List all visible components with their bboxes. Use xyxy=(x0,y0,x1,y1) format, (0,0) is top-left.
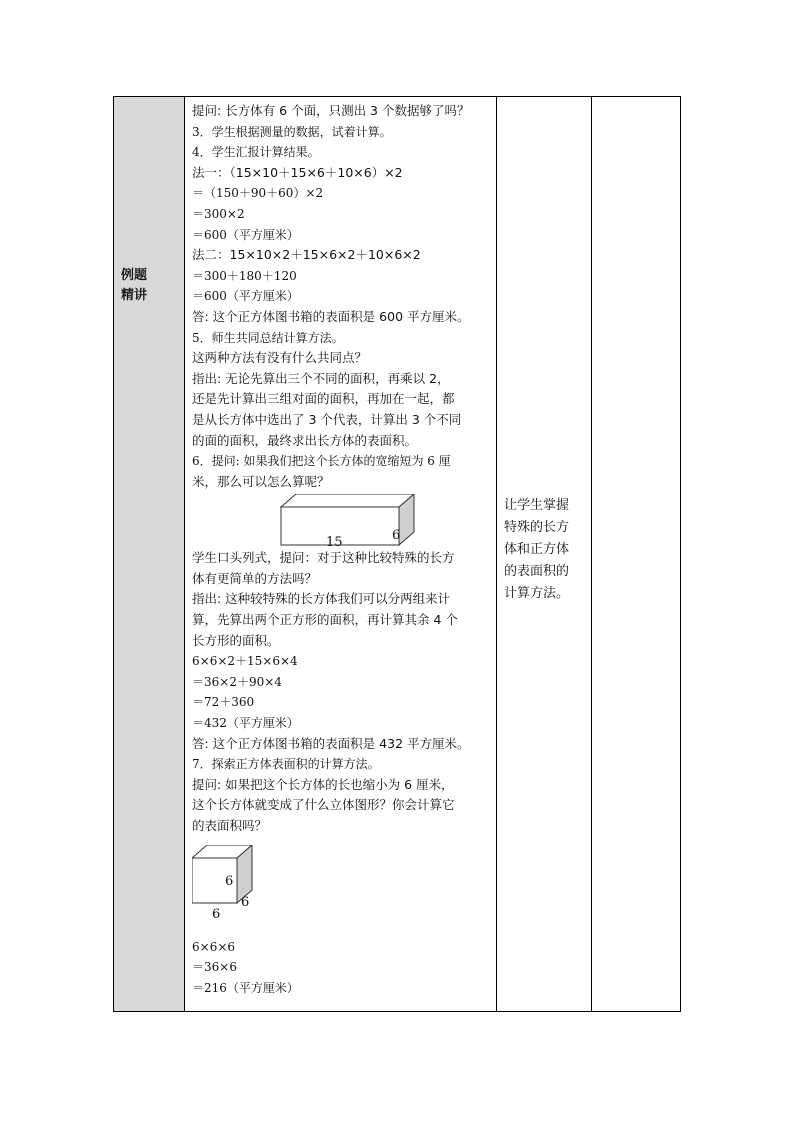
design-intent-line: 特殊的长方 xyxy=(504,520,570,535)
content-block-c xyxy=(192,937,494,999)
cuboid-width-label: 6 xyxy=(392,528,401,544)
content-line: ＝600（平方厘米） xyxy=(192,289,299,304)
design-intent-line: 体和正方体 xyxy=(504,542,570,557)
design-intent-line: 计算方法。 xyxy=(504,586,570,601)
cube-drawing xyxy=(192,845,492,935)
content-line: 这两种方法有没有什么共同点？ xyxy=(192,350,368,366)
content-line: 5．师生共同总结计算方法。 xyxy=(192,330,344,345)
cuboid-length-label: 15 xyxy=(326,535,343,551)
content-line: 法二：15×10×2＋15×6×2＋10×6×2 xyxy=(192,247,421,263)
content-line: 米，那么可以怎么算呢？ xyxy=(192,473,330,489)
content-line: 答: 这个正方体图书箱的表面积是 600 平方厘米。 xyxy=(192,308,470,324)
content-line: ＝432（平方厘米） xyxy=(192,716,299,731)
content-line: 提问: 如果把这个长方体的长也缩小为 6 厘米， xyxy=(192,776,454,792)
content-line: 指出: 无论先算出三个不同的面积，再乘以 2， xyxy=(192,370,450,386)
cube-figure xyxy=(192,845,494,935)
content-line: 算，先算出两个正方形的面积，再计算其余 4 个 xyxy=(192,612,458,628)
content-line: 6．提问: 如果我们把这个长方体的宽缩短为 6 厘 xyxy=(192,454,451,469)
design-intent-text xyxy=(504,495,588,605)
cuboid-figure xyxy=(192,494,494,551)
content-line: 法一：（15×10＋15×6＋10×6）×2 xyxy=(192,164,403,180)
section-label-line: 例题 xyxy=(121,268,148,283)
content-line: 是从长方体中选出了 3 个代表，计算出 3 个不同 xyxy=(192,411,462,427)
content-line: 答: 这个正方体图书箱的表面积是 432 平方厘米。 xyxy=(192,735,470,751)
design-intent-line: 让学生掌握 xyxy=(504,498,570,513)
section-label-line: 精讲 xyxy=(121,288,148,303)
teaching-process-cell xyxy=(185,97,497,1011)
content-line: 长方形的面积。 xyxy=(192,632,280,648)
notes-cell xyxy=(592,97,680,1011)
content-line: ＝300＋180＋120 xyxy=(192,268,297,283)
section-label-cell xyxy=(114,97,185,1011)
content-line: 7．探索正方体表面积的计算方法。 xyxy=(192,757,380,772)
content-line: ＝36×6 xyxy=(192,960,237,975)
content-line: 还是先计算出三组对面的面积，再加在一起，都 xyxy=(192,391,455,407)
cube-front-label: 6 xyxy=(225,873,234,889)
content-line: ＝36×2＋90×4 xyxy=(192,674,282,689)
design-intent-line: 的表面积的 xyxy=(504,564,570,579)
content-line: 的表面积吗？ xyxy=(192,818,268,833)
content-line: ＝（150＋90＋60）×2 xyxy=(192,186,324,201)
content-line: ＝300×2 xyxy=(192,206,245,221)
cube-bottom-label: 6 xyxy=(212,906,221,922)
design-intent-cell xyxy=(497,97,592,1011)
section-label xyxy=(121,266,147,306)
content-line: 4．学生汇报计算结果。 xyxy=(192,145,320,160)
content-line: 指出: 这种较特殊的长方体我们可以分两组来计 xyxy=(192,591,451,607)
content-line: 6×6×6 xyxy=(192,939,236,954)
content-block-b xyxy=(192,548,494,836)
content-line: 6×6×2＋15×6×4 xyxy=(192,654,298,669)
teaching-content xyxy=(192,101,494,998)
content-line: ＝216（平方厘米） xyxy=(192,980,299,995)
lesson-table xyxy=(113,96,681,1012)
content-line: 的面的面积，最终求出长方体的表面积。 xyxy=(192,432,418,448)
content-line: 提问: 长方体有 6 个面，只测出 3 个数据够了吗？ xyxy=(192,103,470,118)
content-line: 学生口头列式，提问：对于这种比较特殊的长方 xyxy=(192,550,455,566)
content-line: ＝72＋360 xyxy=(192,695,255,710)
content-line: ＝600（平方厘米） xyxy=(192,227,299,242)
content-line: 体有更简单的方法吗？ xyxy=(192,570,318,586)
cube-depth-label: 6 xyxy=(241,894,250,910)
content-line: 这个长方体就变成了什么立体图形？你会计算它 xyxy=(192,797,455,813)
content-line: 3．学生根据测量的数据，试着计算。 xyxy=(192,124,392,139)
cuboid-top-face xyxy=(281,494,414,507)
content-block-a xyxy=(192,101,494,492)
